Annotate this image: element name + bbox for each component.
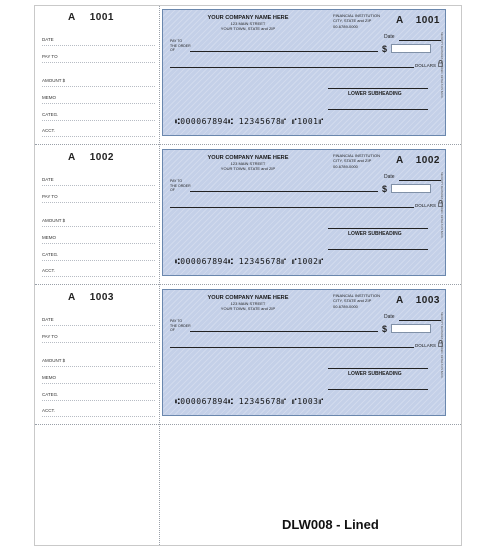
stub-amount-label: AMOUNT $ xyxy=(42,358,66,363)
company-name: YOUR COMPANY NAME HERE xyxy=(207,155,289,161)
check-number xyxy=(396,15,440,26)
stub-check-number xyxy=(68,12,114,23)
company-city: YOUR TOWN, STATE and ZIP xyxy=(220,26,276,31)
check-face xyxy=(162,149,446,276)
bank-block xyxy=(333,153,380,169)
stub-pay-to-label: PAY TO xyxy=(42,194,58,199)
dollar-sign: $ xyxy=(382,324,388,334)
security-side-text: SECURITY FEATURES INCLUDED. DETAILS ON BACK. xyxy=(440,172,443,239)
horizontal-perforation xyxy=(35,284,461,285)
company-city: YOUR TOWN, STATE and ZIP xyxy=(220,306,276,311)
check-face xyxy=(162,9,446,136)
company-block xyxy=(163,15,333,31)
stub-memo-label: MEMO xyxy=(42,235,56,240)
date-label: Date xyxy=(384,314,395,320)
security-side-text: SECURITY FEATURES INCLUDED. DETAILS ON BACK. xyxy=(440,312,443,379)
amount-words-line[interactable] xyxy=(170,207,414,208)
check-stub xyxy=(35,286,159,423)
pay-to-text: PAY TO xyxy=(170,179,183,183)
micr-line: ⑆000067894⑆ 12345678⑈ ⑈1002⑈ xyxy=(175,257,324,266)
the-order-text: THE ORDER xyxy=(170,323,191,328)
stub-pay-to-label: PAY TO xyxy=(42,54,58,59)
signature-line-lower[interactable] xyxy=(328,389,428,390)
check-stub xyxy=(35,146,159,283)
stub-acct-line[interactable] xyxy=(42,276,155,277)
stub-memo-line[interactable] xyxy=(42,383,155,384)
amount-box[interactable] xyxy=(391,324,431,333)
stub-date-label: DATE xyxy=(42,317,54,322)
vertical-perforation xyxy=(159,6,160,545)
check-number xyxy=(396,295,440,306)
date-label: Date xyxy=(384,174,395,180)
bank-name: FINANCIAL INSTITUTION xyxy=(333,13,380,18)
date-line[interactable] xyxy=(399,40,441,41)
of-text: OF xyxy=(170,188,175,192)
stub-categ-line[interactable] xyxy=(42,400,155,401)
bank-name: FINANCIAL INSTITUTION xyxy=(333,293,380,298)
pay-to-order-label xyxy=(170,319,191,333)
lower-subheading: LOWER SUBHEADING xyxy=(348,231,402,237)
company-name: YOUR COMPANY NAME HERE xyxy=(207,15,289,21)
stub-categ-line[interactable] xyxy=(42,260,155,261)
stub-check-number xyxy=(68,152,114,163)
check-number-value: 1001 xyxy=(415,15,440,26)
pay-to-text: PAY TO xyxy=(170,39,183,43)
signature-line-lower[interactable] xyxy=(328,249,428,250)
stub-pay-to-line[interactable] xyxy=(42,342,155,343)
stub-pay-to-line[interactable] xyxy=(42,62,155,63)
lower-subheading: LOWER SUBHEADING xyxy=(348,91,402,97)
stub-pay-to-label: PAY TO xyxy=(42,334,58,339)
stub-categ-label: CATEG. xyxy=(42,112,59,117)
amount-box[interactable] xyxy=(391,44,431,53)
check-face xyxy=(162,289,446,416)
amount-box[interactable] xyxy=(391,184,431,193)
stub-check-letter: A xyxy=(68,292,76,303)
signature-line-upper[interactable] xyxy=(328,368,428,369)
bank-block xyxy=(333,13,380,29)
of-text: OF xyxy=(170,328,175,332)
stub-check-number-value: 1002 xyxy=(89,152,114,163)
check-number-value: 1002 xyxy=(415,155,440,166)
stub-date-label: DATE xyxy=(42,177,54,182)
dollars-label: DOLLARS xyxy=(415,343,437,348)
stub-amount-line[interactable] xyxy=(42,366,155,367)
stub-pay-to-line[interactable] xyxy=(42,202,155,203)
stub-date-label: DATE xyxy=(42,37,54,42)
horizontal-perforation xyxy=(35,144,461,145)
date-line[interactable] xyxy=(399,180,441,181)
payee-line[interactable] xyxy=(190,331,378,332)
stub-memo-line[interactable] xyxy=(42,243,155,244)
company-street: 123 MAIN STREET xyxy=(230,21,266,26)
dollars-label: DOLLARS xyxy=(415,203,437,208)
amount-words-line[interactable] xyxy=(170,347,414,348)
stub-acct-label: ACCT. xyxy=(42,128,56,133)
of-text: OF xyxy=(170,48,175,52)
stub-amount-line[interactable] xyxy=(42,86,155,87)
check-number-value: 1003 xyxy=(415,295,440,306)
stub-amount-line[interactable] xyxy=(42,226,155,227)
company-street: 123 MAIN STREET xyxy=(230,301,266,306)
bank-name: FINANCIAL INSTITUTION xyxy=(333,153,380,158)
dollar-sign: $ xyxy=(382,184,388,194)
dollar-sign: $ xyxy=(382,44,388,54)
pay-to-text: PAY TO xyxy=(170,319,183,323)
signature-line-upper[interactable] xyxy=(328,88,428,89)
company-block xyxy=(163,155,333,171)
payee-line[interactable] xyxy=(190,51,378,52)
check-stub xyxy=(35,6,159,143)
bank-phone: 00-6789-0000 xyxy=(333,304,358,309)
date-line[interactable] xyxy=(399,320,441,321)
bank-city: CITY, STATE and ZIP xyxy=(333,298,372,303)
payee-line[interactable] xyxy=(190,191,378,192)
company-city: YOUR TOWN, STATE and ZIP xyxy=(220,166,276,171)
stub-date-line[interactable] xyxy=(42,45,155,46)
stub-categ-line[interactable] xyxy=(42,120,155,121)
stub-check-letter: A xyxy=(68,152,76,163)
dollars-label: DOLLARS xyxy=(415,63,437,68)
signature-line-upper[interactable] xyxy=(328,228,428,229)
horizontal-perforation xyxy=(35,424,461,425)
amount-words-line[interactable] xyxy=(170,67,414,68)
stub-check-number-value: 1001 xyxy=(89,12,114,23)
check-number xyxy=(396,155,440,166)
check-letter: A xyxy=(396,15,404,26)
bank-city: CITY, STATE and ZIP xyxy=(333,18,372,23)
stub-categ-label: CATEG. xyxy=(42,392,59,397)
check-sheet xyxy=(34,5,462,546)
company-street: 123 MAIN STREET xyxy=(230,161,266,166)
date-label: Date xyxy=(384,34,395,40)
signature-line-lower[interactable] xyxy=(328,109,428,110)
pay-to-order-label xyxy=(170,39,191,53)
micr-line: ⑆000067894⑆ 12345678⑈ ⑈1001⑈ xyxy=(175,117,324,126)
micr-line: ⑆000067894⑆ 12345678⑈ ⑈1003⑈ xyxy=(175,397,324,406)
bank-phone: 00-6789-0000 xyxy=(333,164,358,169)
stub-date-line[interactable] xyxy=(42,325,155,326)
bank-block xyxy=(333,293,380,309)
stub-date-line[interactable] xyxy=(42,185,155,186)
stub-amount-label: AMOUNT $ xyxy=(42,78,66,83)
stub-acct-line[interactable] xyxy=(42,416,155,417)
the-order-text: THE ORDER xyxy=(170,183,191,188)
bank-city: CITY, STATE and ZIP xyxy=(333,158,372,163)
company-name: YOUR COMPANY NAME HERE xyxy=(207,295,289,301)
security-side-text: SECURITY FEATURES INCLUDED. DETAILS ON BACK. xyxy=(440,32,443,99)
product-code-label: DLW008 - Lined xyxy=(282,517,379,532)
stub-acct-line[interactable] xyxy=(42,136,155,137)
company-block xyxy=(163,295,333,311)
check-letter: A xyxy=(396,295,404,306)
check-letter: A xyxy=(396,155,404,166)
stub-memo-label: MEMO xyxy=(42,375,56,380)
stub-memo-label: MEMO xyxy=(42,95,56,100)
stub-check-number xyxy=(68,292,114,303)
stub-check-letter: A xyxy=(68,12,76,23)
stub-categ-label: CATEG. xyxy=(42,252,59,257)
stub-check-number-value: 1003 xyxy=(89,292,114,303)
lower-subheading: LOWER SUBHEADING xyxy=(348,371,402,377)
the-order-text: THE ORDER xyxy=(170,43,191,48)
bank-phone: 00-6789-0000 xyxy=(333,24,358,29)
stub-acct-label: ACCT. xyxy=(42,268,56,273)
stub-amount-label: AMOUNT $ xyxy=(42,218,66,223)
stub-acct-label: ACCT. xyxy=(42,408,56,413)
pay-to-order-label xyxy=(170,179,191,193)
stub-memo-line[interactable] xyxy=(42,103,155,104)
